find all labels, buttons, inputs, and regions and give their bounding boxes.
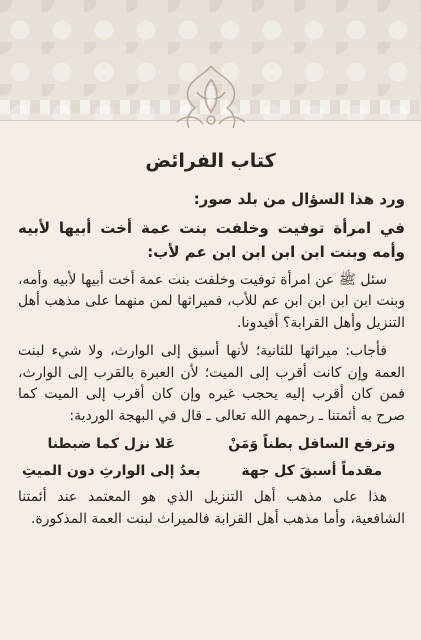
arabesque-ornament-icon xyxy=(167,62,255,134)
verse-1-first-hemistich: وترفع السافل بطناً وَمَنْ xyxy=(228,435,396,452)
verse-line-2 xyxy=(18,461,405,483)
question-text: في امرأة توفيت وخلفت بنت عمة أخت أبيها لأبيه وأمه وبنت ابن ابن ابن ابن عم لأب: xyxy=(18,219,405,261)
chapter-title: كتاب الفرائض xyxy=(145,150,276,172)
paragraph-2: فأجاب: ميراثها للثانية؛ لأنها أسبق إلى الوارث، ولا شيء لبنت العمة وإن كانت أقرب إلى الميت؛ لأن العبرة بالقرب إلى الوارث، فمن كان أقرب إليه يحجب غيره وإن كان أقرب إلى الميت كما صرح به أئمتنا ـ رحمهم الله تعالى ـ قال في البهجة الوردية: xyxy=(18,342,405,424)
paragraph-1: سئل ﷺ عن امرأة توفيت وخلفت بنت عمة أخت أبيها لأبيه وأمه، وبنت ابن ابن ابن ابن عم للأب، فميراثها لمن منهما على مذهب أهل التنزيل وأهل القرابة؟ أفيدونا. xyxy=(18,271,405,332)
verse-2-first-hemistich: مقدماً أسبقَ كل جهة xyxy=(241,463,383,480)
question-intro: ورد هذا السؤال من بلد صور: xyxy=(193,190,405,208)
text-body xyxy=(18,188,405,536)
verse-1-second-hemistich: عَلا نزل كما ضبطنا xyxy=(47,435,176,452)
verse-2-second-hemistich: بعدُ إلى الوارثِ دون الميتِ xyxy=(21,463,201,480)
verse-line-1 xyxy=(18,434,405,456)
paragraph-3: هذا على مذهب أهل التنزيل الذي هو المعتمد عند أئمتنا الشافعية، وأما مذهب أهل القرابة فالميراث لبنت العمة المذكورة. xyxy=(18,488,405,527)
